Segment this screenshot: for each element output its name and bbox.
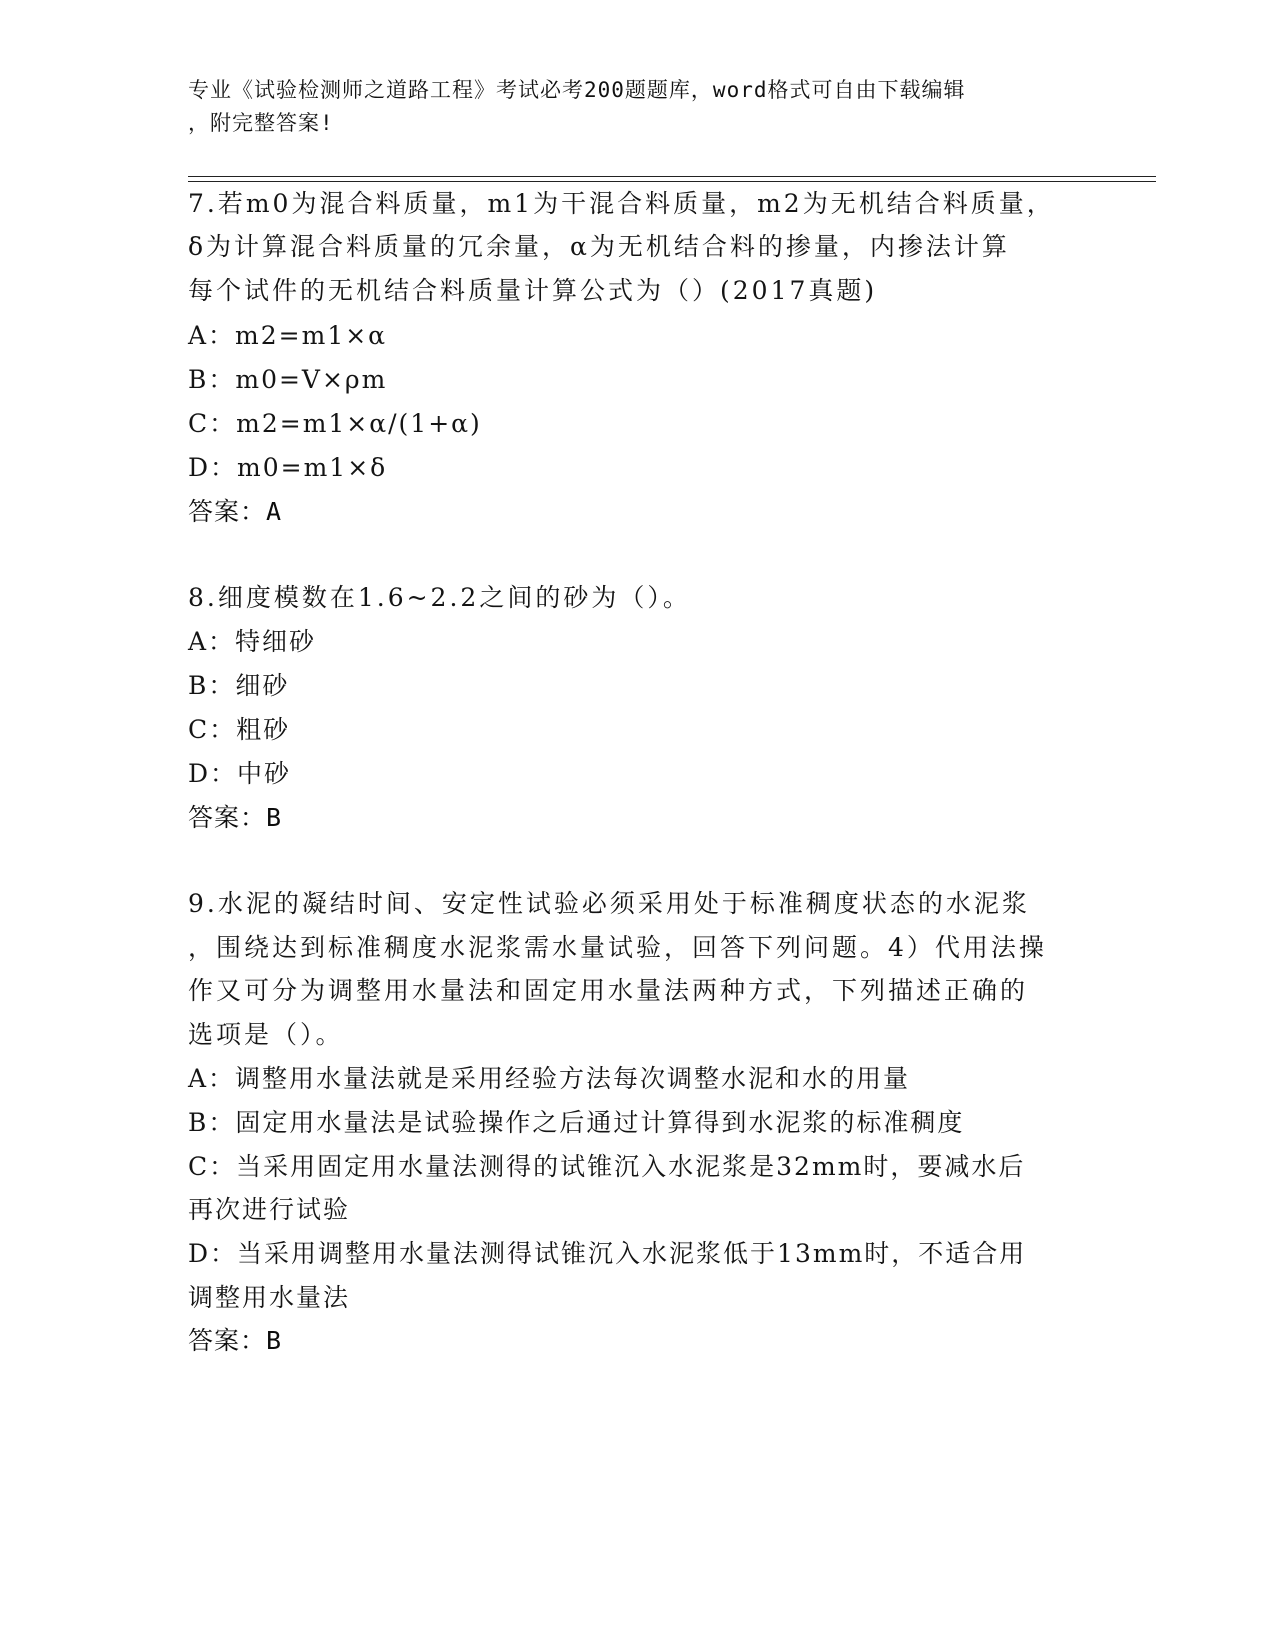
question-9-stem-line-2: ，围绕达到标准稠度水泥浆需水量试验，回答下列问题。4）代用法操: [188, 933, 1047, 962]
question-7-answer: 答案：A: [188, 497, 283, 526]
question-9-option-c-line-2: 再次进行试验: [188, 1195, 351, 1224]
header-divider-top: [188, 176, 1156, 177]
question-7-option-b: B：m0=V×ρm: [188, 365, 388, 394]
question-9-stem-line-1: 9.水泥的凝结时间、安定性试验必须采用处于标准稠度状态的水泥浆: [188, 889, 1030, 918]
document-header: [188, 74, 1068, 140]
question-9-answer: 答案：B: [188, 1326, 283, 1355]
question-8-answer: 答案：B: [188, 803, 283, 832]
question-9-option-d-line-1: D：当采用调整用水量法测得试锥沉入水泥浆低于13mm时，不适合用: [188, 1239, 1027, 1268]
question-8-option-c: C：粗砂: [188, 715, 291, 744]
header-line-2: ，附完整答案!: [188, 111, 334, 135]
question-8-option-b: B：细砂: [188, 671, 290, 700]
question-9-option-a: A：调整用水量法就是采用经验方法每次调整水泥和水的用量: [188, 1064, 911, 1093]
question-8-option-a: A：特细砂: [188, 627, 317, 656]
question-7-option-c: C：m2=m1×α/(1+α): [188, 409, 482, 438]
question-7-stem-line-3: 每个试件的无机结合料质量计算公式为（）(2017真题): [188, 276, 878, 305]
question-9-option-b: B：固定用水量法是试验操作之后通过计算得到水泥浆的标准稠度: [188, 1108, 965, 1137]
question-7-stem-line-2: δ为计算混合料质量的冗余量，α为无机结合料的掺量，内掺法计算: [188, 232, 1010, 261]
header-line-1: 专业《试验检测师之道路工程》考试必考200题题库，word格式可自由下载编辑: [188, 78, 966, 102]
question-8-stem-line-1: 8.细度模数在1.6~2.2之间的砂为（）。: [188, 583, 691, 612]
question-9-option-d-line-2: 调整用水量法: [188, 1283, 351, 1312]
question-7-stem-line-1: 7.若m0为混合料质量，m1为干混合料质量，m2为无机结合料质量，: [188, 189, 1055, 218]
question-9-stem-line-3: 作又可分为调整用水量法和固定用水量法两种方式，下列描述正确的: [188, 976, 1029, 1005]
header-divider-bottom: [188, 181, 1156, 182]
question-9-stem-line-4: 选项是（）。: [188, 1020, 344, 1049]
question-8-option-d: D：中砂: [188, 759, 292, 788]
question-7-option-d: D：m0=m1×δ: [188, 453, 388, 482]
question-9-option-c-line-1: C：当采用固定用水量法测得的试锥沉入水泥浆是32mm时，要减水后: [188, 1152, 1026, 1181]
question-7-option-a: A：m2=m1×α: [188, 321, 388, 350]
